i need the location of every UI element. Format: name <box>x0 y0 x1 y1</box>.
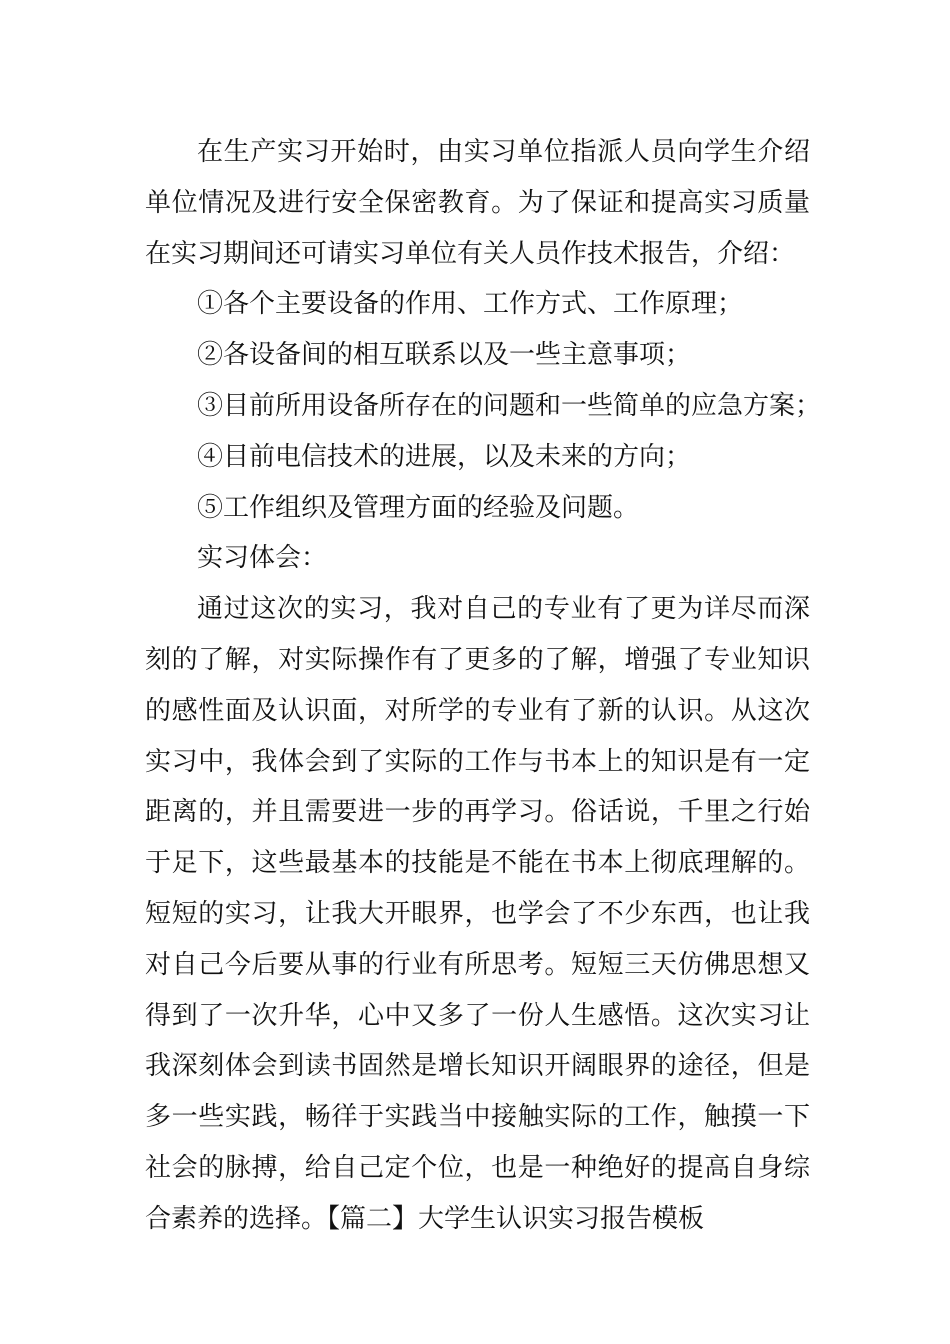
paragraph-2-line-12: 社会的脉搏，给自己定个位，也是一种绝好的提高自身综 <box>145 1152 810 1183</box>
document-body <box>145 127 822 1245</box>
list-item-1: ①各个主要设备的作用、工作方式、工作原理； <box>197 289 744 320</box>
section-heading-experience: 实习体会： <box>197 543 328 574</box>
list-item-4: ④目前电信技术的进展，以及未来的方向； <box>197 441 692 472</box>
paragraph-2-line-5: 距离的，并且需要进一步的再学习。俗话说，千里之行始 <box>145 797 810 828</box>
paragraph-2-line-3: 的感性面及认识面，对所学的专业有了新的认识。从这次 <box>145 695 810 726</box>
paragraph-2-line-13: 合素养的选择。【篇二】大学生认识实习报告模板 <box>145 1203 705 1234</box>
paragraph-2-line-6: 于足下，这些最基本的技能是不能在书本上彻底理解的。 <box>145 848 810 879</box>
list-item-3: ③目前所用设备所存在的问题和一些简单的应急方案； <box>197 390 822 421</box>
list-item-2: ②各设备间的相互联系以及一些主意事项； <box>197 340 692 371</box>
paragraph-2-line-4: 实习中，我体会到了实际的工作与书本上的知识是有一定 <box>145 746 810 777</box>
paragraph-1-line-3: 在实习期间还可请实习单位有关人员作技术报告，介绍： <box>145 238 796 269</box>
paragraph-2-line-1: 通过这次的实习，我对自己的专业有了更为详尽而深 <box>197 594 810 625</box>
paragraph-2-line-10: 我深刻体会到读书固然是增长知识开阔眼界的途径，但是 <box>145 1051 810 1082</box>
paragraph-2-line-2: 刻的了解，对实际操作有了更多的了解，增强了专业知识 <box>145 644 810 675</box>
paragraph-1-line-2: 单位情况及进行安全保密教育。为了保证和提高实习质量 <box>145 187 810 218</box>
paragraph-2-line-7: 短短的实习，让我大开眼界，也学会了不少东西，也让我 <box>145 898 810 929</box>
paragraph-2-line-8: 对自己今后要从事的行业有所思考。短短三天仿佛思想又 <box>145 949 810 980</box>
paragraph-2-line-11: 多一些实践，畅徉于实践当中接触实际的工作，触摸一下 <box>145 1102 810 1133</box>
list-item-5: ⑤工作组织及管理方面的经验及问题。 <box>197 492 640 523</box>
paragraph-1-line-1: 在生产实习开始时，由实习单位指派人员向学生介绍 <box>197 137 810 167</box>
paragraph-2-line-9: 得到了一次升华，心中又多了一份人生感悟。这次实习让 <box>145 1000 810 1031</box>
